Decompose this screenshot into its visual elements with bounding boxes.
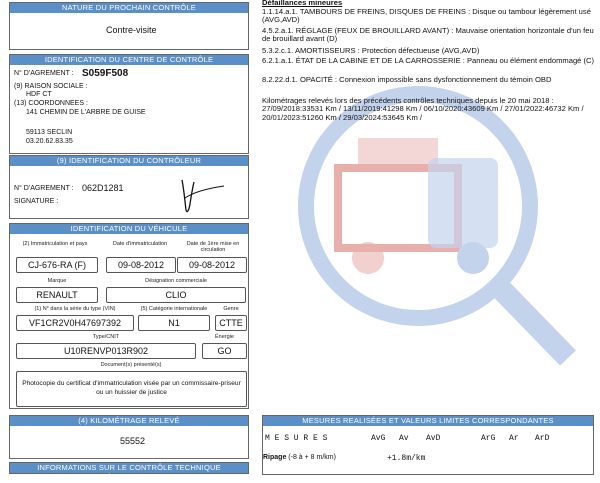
mesures-col-ard: ArD [535, 434, 550, 443]
defaillance-text: OPACITÉ : Connexion impossible sans dysfonctionnement du témoin OBD [300, 75, 552, 84]
vin-field: VF1CR2V0H47697392 [16, 315, 134, 331]
categorie-caption: (5) Catégorie internationale [140, 306, 208, 312]
docs-field: Photocopie du certificat d'immatriculation visée par un commissaire-priseur ou un huissier de justice [16, 371, 247, 407]
centre-agrement-value: S059F508 [82, 68, 129, 79]
genre-field: CTTE [215, 315, 247, 331]
defaillance-code: 6.2.1.a.1. [262, 56, 294, 65]
defaillance-item [262, 57, 596, 65]
mesures-col-arg: ArG [481, 434, 496, 443]
ripage-value: +1.8m/km [387, 454, 426, 463]
defaillances-title: Défaillances mineures [262, 0, 343, 7]
energie-caption: Énergie [215, 334, 234, 340]
defaillance-item [262, 47, 596, 55]
centre-raison-label: (9) RAISON SOCIALE : [14, 83, 88, 90]
mesures-col-ar: Ar [509, 434, 519, 443]
mesures-col-avg: AvG [371, 434, 386, 443]
defaillance-text: RÉGLAGE (FEUX DE BROUILLARD AVANT) : Mauvaise orientation horizontale d'un feu de brouillard avant (D) [262, 26, 594, 44]
controleur-section [9, 155, 249, 219]
signature-image [170, 176, 230, 218]
date-mise-field: 09-08-2012 [177, 257, 247, 273]
centre-address2: 59113 SECLIN [26, 129, 73, 136]
genre-caption: Genre [223, 306, 239, 312]
controleur-agrement-label: N° D'AGREMENT : [14, 185, 74, 192]
centre-agrement-label: N° D'AGREMENT : [14, 70, 74, 77]
centre-coord-label: (13) COORDONNEES : [14, 100, 88, 107]
defaillance-code: 8.2.22.d.1. [262, 75, 298, 84]
vehicule-section [9, 223, 249, 409]
mesures-label: M E S U R E S [265, 434, 328, 443]
ripage-label [263, 454, 336, 461]
kilometrage-history: Kilométrages relevés lors des précédents contrôles techniques depuis le 20 mai 2018 : 27/09/2018:33531 Km / 13/11/2019:41298 Km / 06/10/2020:43609 Km / 27/01/2022:46732 Km / 20/01/2023:51260 Km / 29/03/2024:53645 Km / [262, 96, 584, 122]
mesures-col-avd: AvD [426, 434, 441, 443]
informations-section [9, 462, 249, 482]
docs-caption: Document(s) présenté(s) [100, 362, 162, 368]
section-header: MESURES REALISÉES ET VALEURS LIMITES CORRESPONDANTES [263, 416, 593, 426]
defaillance-text: ÉTAT DE LA CABINE ET DE LA CARROSSERIE : Panneau ou élément endommagé (C) [295, 56, 595, 65]
section-header: (4) KILOMÉTRAGE RELEVÉ [10, 416, 248, 426]
centre-address1: 141 CHEMIN DE L'ARBRE DE GUISE [26, 109, 146, 116]
categorie-field: N1 [138, 315, 210, 331]
energie-field: GO [202, 343, 247, 359]
marque-caption: Marque [47, 278, 67, 284]
type-field: U10RENVP013R902 [16, 343, 196, 359]
kilometrage-value: 55552 [120, 436, 146, 446]
section-header: NATURE DU PROCHAIN CONTRÔLE [10, 3, 248, 13]
marque-field: RENAULT [16, 287, 98, 303]
centre-phone: 03.20.62.83.35 [26, 138, 73, 145]
designation-field: CLIO [106, 287, 246, 303]
defaillance-text: AMORTISSEURS : Protection défectueuse (AVG,AVD) [294, 46, 480, 55]
controleur-agrement-value: 062D1281 [82, 183, 124, 193]
controleur-signature-label: SIGNATURE : [14, 198, 59, 205]
defaillance-item [262, 76, 596, 84]
ripage-label-text: Ripage [263, 454, 287, 461]
centre-section [9, 54, 249, 154]
defaillance-item [262, 27, 596, 44]
section-header: IDENTIFICATION DU CENTRE DE CONTRÔLE [10, 55, 248, 65]
immat-field: CJ-676-RA (F) [16, 257, 98, 273]
prochain-controle-section [9, 2, 249, 50]
defaillance-item [262, 8, 596, 25]
vin-caption: (1) N° dans la série du type (VIN) [34, 306, 116, 312]
mesures-col-av: Av [399, 434, 409, 443]
defaillance-code: 4.5.2.a.1. [262, 26, 294, 35]
section-header: (9) IDENTIFICATION DU CONTRÔLEUR [10, 156, 248, 166]
section-header: INFORMATIONS SUR LE CONTRÔLE TECHNIQUE DÉFAVORABLE [10, 463, 248, 473]
mesures-section [262, 415, 594, 475]
ripage-range: (-8 à + 8 m/km) [288, 454, 336, 461]
defaillance-text: TAMBOURS DE FREINS, DISQUES DE FREINS : Disque ou tambour légèrement usé (AVG,AVD) [262, 7, 591, 25]
date-mise-caption: Date de 1ère mise en circulation [186, 241, 240, 253]
immat-caption: (2) Immatriculation et pays [22, 241, 88, 247]
defaillance-code: 5.3.2.c.1. [262, 46, 294, 55]
type-caption: Type/CNIT [92, 334, 120, 340]
prochain-controle-value: Contre-visite [106, 25, 157, 35]
centre-raison-value: HDF CT [26, 91, 52, 98]
designation-caption: Désignation commerciale [145, 278, 207, 284]
date-immat-caption: Date d'immatriculation [112, 241, 168, 247]
date-immat-field: 09-08-2012 [106, 257, 176, 273]
defaillance-code: 1.1.14.a.1. [262, 7, 298, 16]
kilometrage-section [9, 415, 249, 459]
section-header: IDENTIFICATION DU VÉHICULE [10, 224, 248, 234]
